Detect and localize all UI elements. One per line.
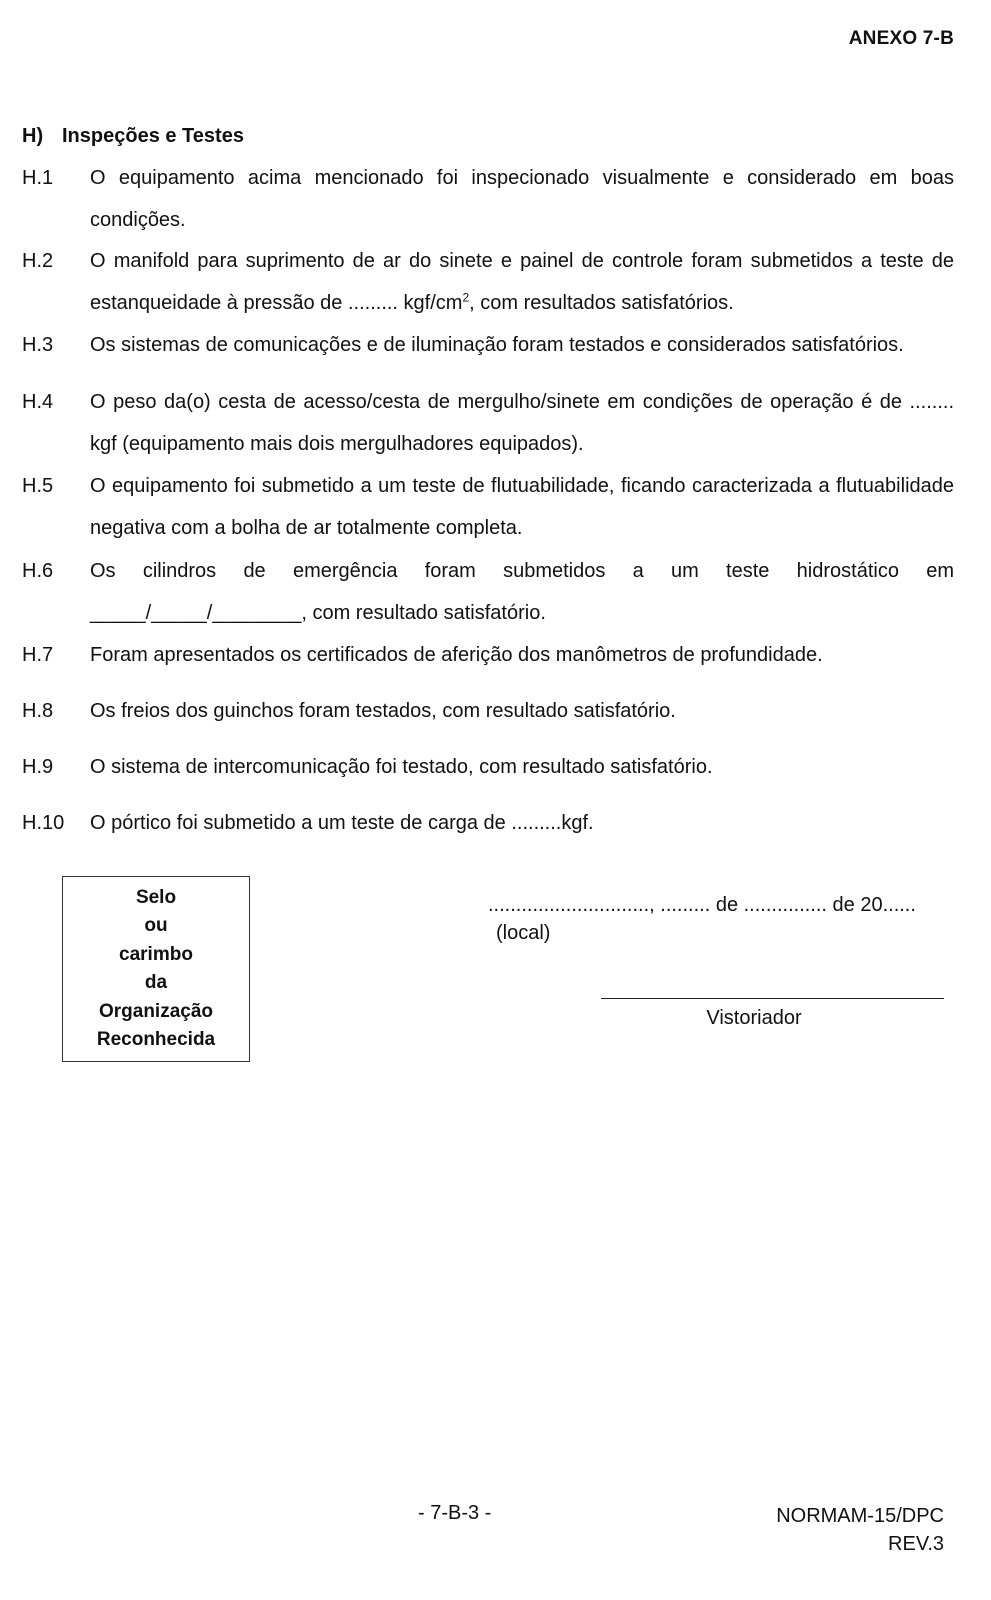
item-h8 [22,690,954,732]
item-number: H.7 [22,644,54,666]
item-text [90,240,954,324]
revision: REV.3 [888,1533,944,1555]
item-text: O peso da(o) cesta de acesso/cesta de mergulho/sinete em condições de operação é de ........ kgf (equipamento mais dois mergulhadores equipados). [90,391,954,455]
item-h4 [22,381,954,465]
local-label: (local) [496,922,551,944]
stamp-line: Selo [135,886,177,908]
item-text: O sistema de intercomunicação foi testado, com resultado satisfatório. [90,756,713,778]
superscript: 2 [462,290,470,305]
annex-label: ANEXO 7-B [848,28,954,49]
signature-line [601,998,944,999]
stamp-box [62,876,250,1062]
item-h10 [22,802,954,844]
item-h6 [22,550,954,634]
item-h2 [22,240,954,324]
stamp-line: da [144,972,168,993]
item-number: H.3 [22,334,54,356]
section-heading [22,125,244,148]
page-number: - 7-B-3 - [418,1502,492,1524]
footer-norm [776,1502,944,1558]
item-h1 [22,157,954,241]
item-number: H.5 [22,475,54,497]
norm-code: NORMAM-15/DPC [776,1505,944,1527]
item-h5 [22,465,954,549]
signer-label: Vistoriador [706,1007,802,1029]
item-text-tail: , com resultados satisfatórios. [469,292,734,314]
item-text: O equipamento foi submetido a um teste de flutuabilidade, ficando caracterizada a flutuabilidade negativa com a bolha de ar totalmente completa. [90,475,954,539]
stamp-line: Reconhecida [96,1029,216,1050]
item-text: Os sistemas de comunicações e de iluminação foram testados e considerados satisfatórios. [90,334,904,356]
item-number: H.6 [22,560,54,582]
item-h7 [22,634,954,676]
item-text: Os cilindros de emergência foram submetidos a um teste hidrostático em _____/_____/________, com resultado satisfatório. [90,560,954,624]
section-title: Inspeções e Testes [62,125,244,147]
item-text: O pórtico foi submetido a um teste de carga de .........kgf. [90,812,594,834]
item-text: Foram apresentados os certificados de aferição dos manômetros de profundidade. [90,644,823,666]
stamp-line: carimbo [119,943,193,965]
item-text-main: O manifold para suprimento de ar do sinete e painel de controle foram submetidos a teste de estanqueidade à pressão de ......... kgf/cm [90,250,954,314]
item-text: O equipamento acima mencionado foi inspecionado visualmente e considerado em boas condições. [90,167,954,231]
item-number: H.9 [22,756,54,778]
item-number: H.2 [22,250,54,272]
item-h3 [22,324,954,366]
date-place-line: ............................., ......... de ............... de 20...... [488,894,916,916]
stamp-line: Organização [98,1000,214,1022]
item-number: H.8 [22,700,54,722]
section-marker: H) [22,125,44,147]
item-text: Os freios dos guinchos foram testados, com resultado satisfatório. [90,700,676,722]
stamp-line: ou [144,915,168,936]
item-number: H.10 [22,812,65,834]
item-number: H.4 [22,391,54,413]
item-number: H.1 [22,167,54,189]
item-h9 [22,746,954,788]
